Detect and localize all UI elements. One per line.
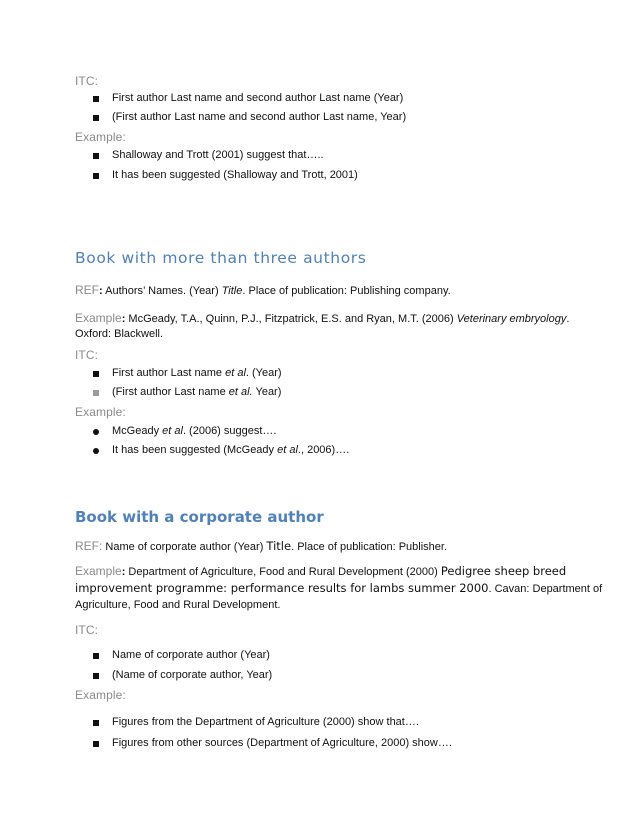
example-label: Example (75, 311, 122, 325)
example-colon: : (121, 313, 126, 325)
example-label: Example: (75, 688, 126, 702)
ref-text-end: . Place of publication: Publishing company. (242, 285, 451, 297)
list-item: Name of corporate author (Year) (112, 649, 270, 661)
list-item: Figures from the Department of Agriculture (2000) show that…. (112, 716, 419, 728)
round-bullet-icon (93, 448, 99, 454)
example-line-2: Oxford: Blackwell. (75, 328, 164, 340)
list-item: It has been suggested (McGeady et al., 2006)…. (112, 444, 350, 456)
square-bullet-icon (93, 173, 99, 179)
itc-label: ITC: (75, 348, 99, 362)
square-bullet-icon (93, 371, 99, 377)
list-item: It has been suggested (Shalloway and Trott, 2001) (112, 169, 358, 181)
ref-line (75, 283, 451, 297)
list-item: (Name of corporate author, Year) (112, 669, 273, 681)
example-colon: : (121, 566, 126, 578)
ref-label: REF: (75, 539, 103, 553)
ref-line (75, 539, 447, 553)
list-item: (First author Last name et al. Year) (112, 386, 282, 398)
list-item: First author Last name et al. (Year) (112, 367, 282, 379)
square-bullet-icon (93, 153, 99, 159)
square-bullet-icon (93, 673, 99, 679)
section-heading: Book with a corporate author (75, 508, 324, 526)
example-title: Veterinary embryology (456, 313, 567, 325)
example-text-end: . (566, 313, 570, 325)
square-bullet-icon (93, 390, 99, 396)
example-title-cont: improvement programme: performance results for lambs summer 2000 (75, 581, 489, 595)
ref-colon: : (99, 285, 103, 297)
list-item: Shalloway and Trott (2001) suggest that….. (112, 149, 324, 161)
square-bullet-icon (93, 720, 99, 726)
list-item: McGeady et al. (2006) suggest…. (112, 425, 277, 437)
example-title: Pedigree sheep breed (440, 564, 567, 578)
itc-label: ITC: (75, 623, 99, 637)
square-bullet-icon (93, 741, 99, 747)
square-bullet-icon (93, 96, 99, 102)
ref-title: Title (221, 285, 243, 297)
square-bullet-icon (93, 115, 99, 121)
example-text: Department of Agriculture, Food and Rural Development (2000) (125, 566, 441, 578)
section-heading: Book with more than three authors (75, 249, 367, 267)
list-item: (First author Last name and second author Last name, Year) (112, 111, 407, 123)
example-text-end: . Cavan: Department of (488, 583, 603, 595)
ref-text-end: . Place of publication: Publisher. (291, 541, 448, 553)
example-label: Example (75, 564, 122, 578)
list-item: Figures from other sources (Department of Agriculture, 2000) show…. (112, 737, 452, 749)
square-bullet-icon (93, 653, 99, 659)
example-line-2 (75, 581, 602, 595)
example-text: McGeady, T.A., Quinn, P.J., Fitzpatrick, E.S. and Ryan, M.T. (2006) (125, 313, 457, 325)
ref-title: Title (266, 539, 292, 553)
itc-label: ITC: (75, 74, 99, 88)
ref-label: REF (75, 283, 99, 297)
example-line (75, 311, 569, 325)
example-line (75, 564, 566, 578)
ref-text: Authors’ Names. (Year) (102, 285, 222, 297)
example-line-3: Agriculture, Food and Rural Development. (75, 599, 281, 611)
ref-text: Name of corporate author (Year) (102, 541, 267, 553)
example-label: Example: (75, 405, 126, 419)
round-bullet-icon (93, 429, 99, 435)
example-label: Example: (75, 130, 126, 144)
list-item: First author Last name and second author Last name (Year) (112, 92, 404, 104)
